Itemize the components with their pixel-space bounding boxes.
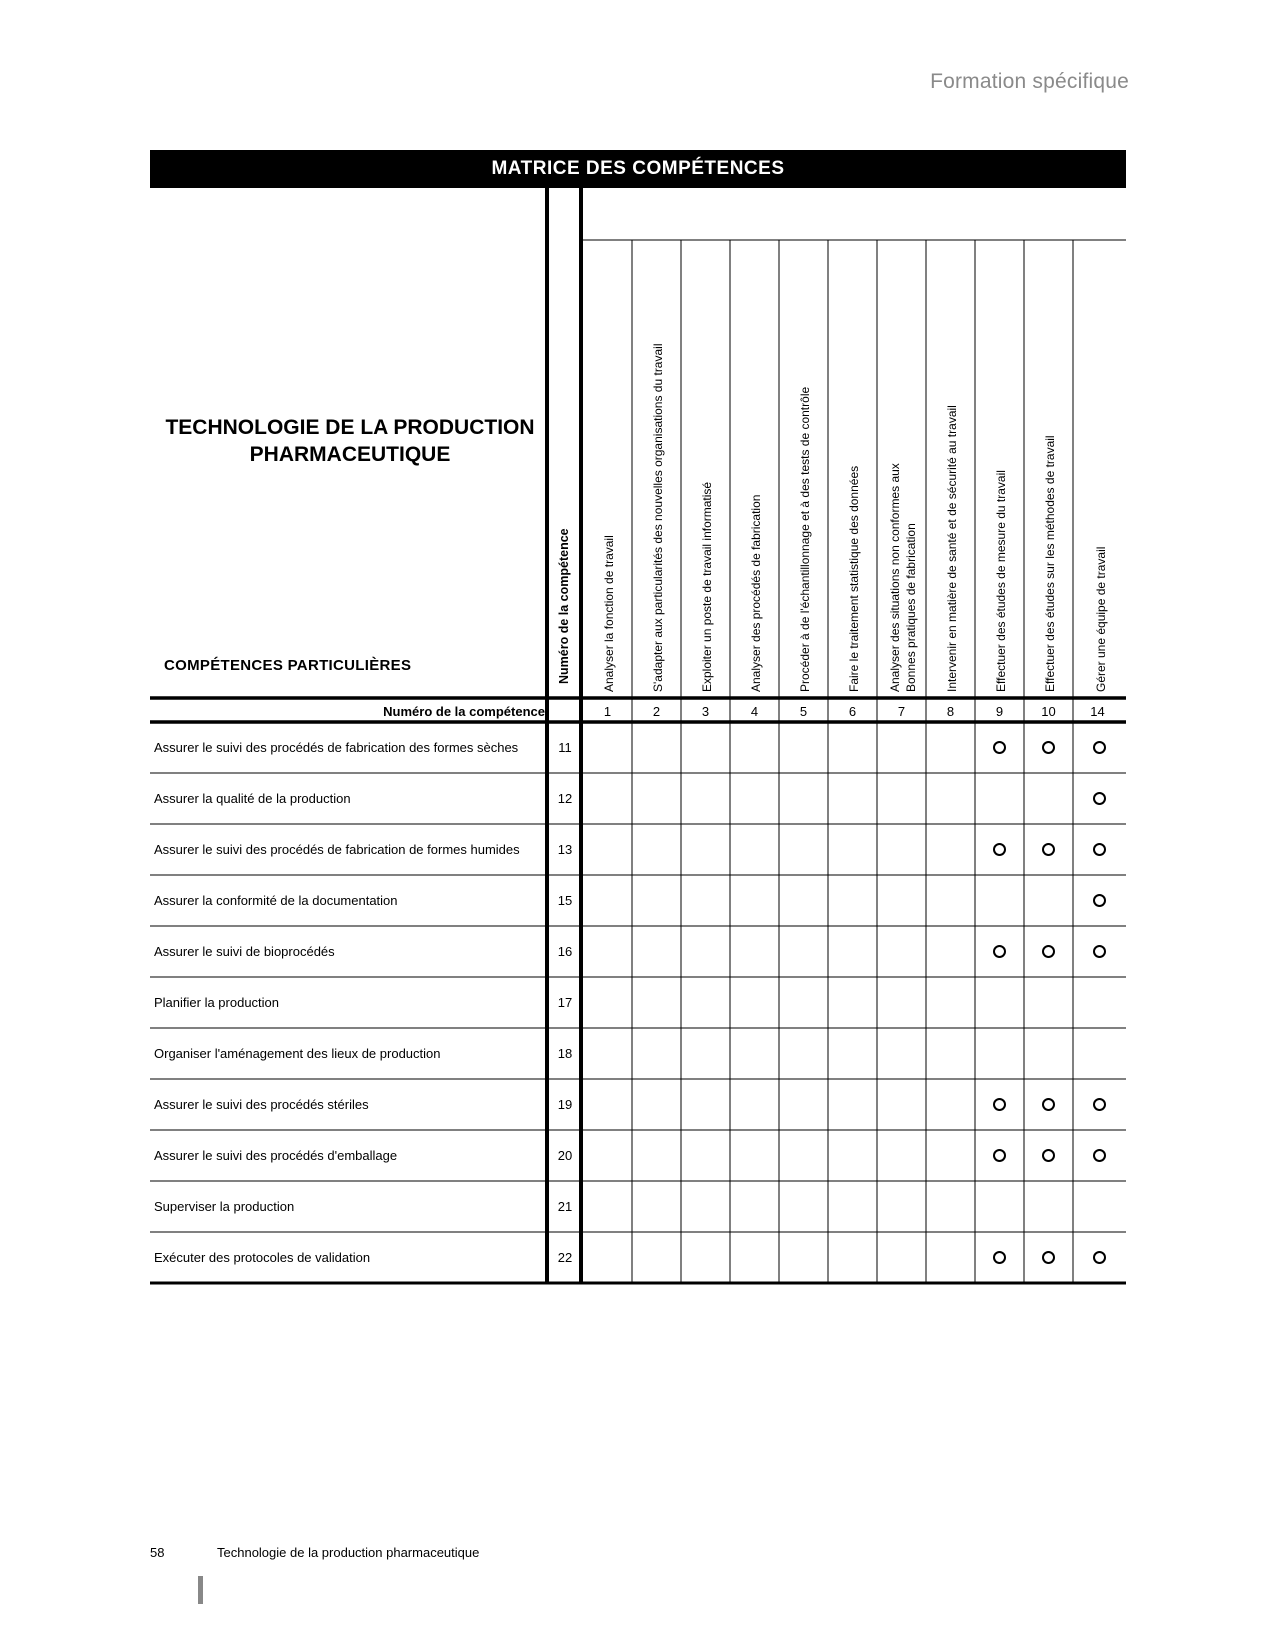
specific-competency-label: Assurer le suivi des procédés de fabrication de formes humides — [154, 842, 520, 857]
general-competency-header — [887, 248, 919, 692]
general-competency-header — [1093, 248, 1109, 692]
relation-mark-icon — [1093, 741, 1106, 754]
general-competency-header — [650, 248, 666, 692]
general-competency-header-line: S'adapter aux particularités des nouvelles organisations du travail — [650, 343, 665, 692]
specific-competency-number: 13 — [557, 842, 573, 857]
relation-mark-icon — [1042, 945, 1055, 958]
relation-mark-icon — [1042, 1149, 1055, 1162]
general-competency-number: 5 — [799, 704, 808, 719]
specific-competency-number: 12 — [557, 791, 573, 806]
relation-mark-icon — [1093, 1251, 1106, 1264]
relation-mark-icon — [993, 1251, 1006, 1264]
matrix-title-banner: MATRICE DES COMPÉTENCES — [150, 150, 1126, 188]
general-competency-number: 9 — [995, 704, 1004, 719]
specific-competency-label: Assurer le suivi des procédés de fabrication des formes sèches — [154, 740, 519, 755]
relation-mark-icon — [993, 843, 1006, 856]
number-row-label: Numéro de la compétence — [383, 704, 545, 719]
general-competency-header — [1042, 248, 1058, 692]
general-competency-number: 10 — [1041, 704, 1056, 719]
specific-competency-number: 15 — [557, 893, 573, 908]
specific-competency-label: Assurer la conformité de la documentation — [154, 893, 398, 908]
row-group-heading: COMPÉTENCES PARTICULIÈRES — [164, 657, 412, 674]
general-competency-number: 6 — [848, 704, 857, 719]
relation-mark-icon — [1042, 843, 1055, 856]
general-competency-header-line: Exploiter un poste de travail informatisé — [699, 481, 714, 692]
relation-mark-icon — [1093, 894, 1106, 907]
relation-mark-icon — [993, 1098, 1006, 1111]
general-competency-number: 1 — [603, 704, 612, 719]
program-title-line-2: PHARMACEUTIQUE — [249, 443, 451, 466]
specific-competency-label: Exécuter des protocoles de validation — [154, 1250, 371, 1265]
specific-competency-number: 17 — [557, 995, 573, 1010]
number-column-heading: Numéro de la compétence — [557, 528, 571, 684]
program-title-line-1: TECHNOLOGIE DE LA PRODUCTION — [165, 416, 535, 439]
general-competency-header-line: Analyser des situations non conformes aux — [887, 463, 902, 692]
general-competency-header-line: Bonnes pratiques de fabrication — [903, 523, 918, 692]
relation-mark-icon — [993, 945, 1006, 958]
general-competency-header-line: Procéder à de l'échantillonnage et à des tests de contrôle — [797, 386, 812, 692]
general-competency-header-line: Gérer une équipe de travail — [1093, 546, 1108, 692]
specific-competency-number: 22 — [557, 1250, 573, 1265]
general-competency-header-line: Faire le traitement statistique des données — [846, 465, 861, 692]
specific-competency-number: 21 — [557, 1199, 573, 1214]
relation-mark-icon — [1042, 741, 1055, 754]
general-competency-header-line: Effectuer des études de mesure du travail — [993, 470, 1008, 692]
footer-document-title: Technologie de la production pharmaceutique — [217, 1545, 480, 1560]
specific-competency-label: Assurer le suivi de bioprocédés — [154, 944, 335, 959]
specific-competency-label: Planifier la production — [154, 995, 280, 1010]
general-competency-header-line: Analyser des procédés de fabrication — [748, 494, 763, 692]
general-competency-number: 4 — [750, 704, 759, 719]
general-competency-number: 3 — [701, 704, 710, 719]
relation-mark-icon — [1093, 792, 1106, 805]
general-competency-header-line: Intervenir en matière de santé et de sécurité au travail — [944, 405, 959, 692]
specific-competency-label: Assurer la qualité de la production — [154, 791, 351, 806]
specific-competency-label: Superviser la production — [154, 1199, 295, 1214]
specific-competency-label: Assurer le suivi des procédés stériles — [154, 1097, 369, 1112]
relation-mark-icon — [993, 741, 1006, 754]
specific-competency-number: 19 — [557, 1097, 573, 1112]
general-competency-header-line: Analyser la fonction de travail — [601, 535, 616, 692]
general-competency-header-line: Effectuer des études sur les méthodes de travail — [1042, 435, 1057, 692]
relation-mark-icon — [1093, 945, 1106, 958]
specific-competency-number: 11 — [558, 740, 572, 755]
relation-mark-icon — [1042, 1251, 1055, 1264]
page-number: 58 — [150, 1545, 165, 1560]
relation-mark-icon — [1042, 1098, 1055, 1111]
specific-competency-label: Organiser l'aménagement des lieux de production — [154, 1046, 441, 1061]
specific-competency-number: 18 — [557, 1046, 573, 1061]
footer-marker-bar — [198, 1576, 203, 1604]
general-competency-header — [699, 248, 715, 692]
general-competency-header — [748, 248, 764, 692]
general-competency-header — [944, 248, 960, 692]
relation-mark-icon — [993, 1149, 1006, 1162]
program-title — [150, 414, 550, 468]
relation-mark-icon — [1093, 1149, 1106, 1162]
specific-competency-number: 16 — [557, 944, 573, 959]
specific-competency-number: 20 — [557, 1148, 573, 1163]
relation-mark-icon — [1093, 1098, 1106, 1111]
specific-competency-label: Assurer le suivi des procédés d'emballage — [154, 1148, 398, 1163]
general-competency-number: 14 — [1090, 704, 1105, 719]
relation-mark-icon — [1093, 843, 1106, 856]
general-competency-header — [601, 248, 617, 692]
general-competency-number: 7 — [897, 704, 906, 719]
general-competency-number: 2 — [652, 704, 661, 719]
general-competency-header — [846, 248, 862, 692]
general-competency-number: 8 — [946, 704, 955, 719]
general-competency-header — [993, 248, 1009, 692]
section-title: Formation spécifique — [930, 70, 1129, 93]
general-competency-header — [797, 248, 813, 692]
